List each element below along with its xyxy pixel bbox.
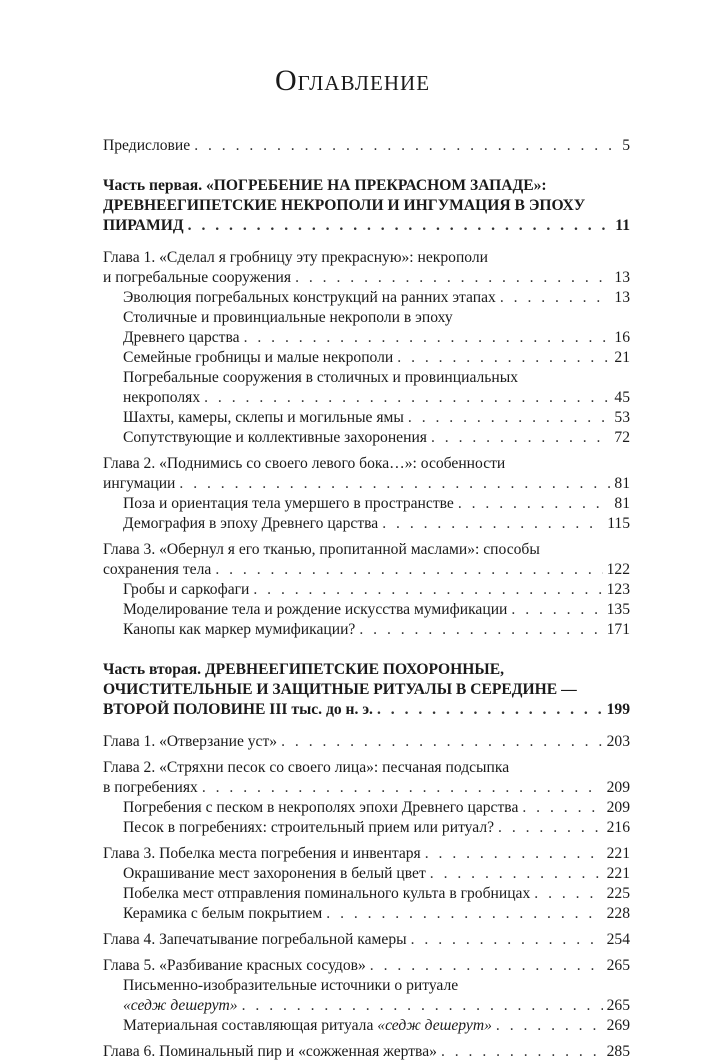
toc-chapter-entry[interactable] xyxy=(103,454,630,494)
dot-leader xyxy=(242,996,603,1016)
toc-entry-title: «седж дешерут» xyxy=(123,997,238,1014)
toc-section-entry[interactable] xyxy=(103,408,630,428)
toc-entry-line xyxy=(103,268,630,288)
toc-page-number: 221 xyxy=(606,845,630,862)
toc-entry-title: Глава 2. «Стряхни песок со своего лица»: песчаная подсыпка xyxy=(103,759,510,776)
toc-entry-line xyxy=(103,844,630,864)
toc-entry-line xyxy=(123,288,630,308)
toc-page-number: 209 xyxy=(606,779,630,796)
dot-leader xyxy=(202,778,603,798)
toc-page-number: 81 xyxy=(614,475,630,492)
toc-section-entry[interactable] xyxy=(103,428,630,448)
toc-page-number: 81 xyxy=(614,495,630,512)
toc-section-entry[interactable] xyxy=(103,600,630,620)
toc-entry-title: Глава 6. Поминальный пир и «сожженная жертва» xyxy=(103,1043,437,1060)
toc-entry-line xyxy=(103,778,630,798)
toc-entry-line xyxy=(103,136,630,156)
toc-entry-title: Побелка мест отправления поминального культа в гробницах xyxy=(123,885,531,902)
toc-section-entry[interactable] xyxy=(103,1016,630,1036)
toc-page-number: 72 xyxy=(614,429,630,446)
toc-entry-title: Глава 1. «Отверзание уст» xyxy=(103,733,278,750)
toc-section-entry[interactable] xyxy=(103,904,630,924)
toc-section-entry[interactable] xyxy=(103,620,630,640)
toc-section-entry[interactable] xyxy=(103,494,630,514)
toc-section-entry[interactable] xyxy=(103,308,630,348)
toc-section-entry[interactable] xyxy=(103,368,630,408)
toc-entry-title: ПИРАМИД xyxy=(103,217,184,234)
toc-entry-title: Эволюция погребальных конструкций на ранних этапах xyxy=(123,289,496,306)
toc-page-number: 11 xyxy=(615,217,630,234)
dot-leader xyxy=(458,494,611,514)
toc-entry-title: ВТОРОЙ ПОЛОВИНЕ III тыс. до н. э. xyxy=(103,701,373,718)
toc-page-number: 122 xyxy=(606,561,630,578)
dot-leader xyxy=(188,216,612,236)
dot-leader xyxy=(359,620,602,640)
toc-chapter-entry[interactable] xyxy=(103,930,630,950)
toc-entry-line xyxy=(103,560,630,580)
dot-leader xyxy=(534,884,602,904)
dot-leader xyxy=(425,844,603,864)
toc-entry-line xyxy=(123,818,630,838)
toc-entry-title: Часть первая. «ПОГРЕБЕНИЕ НА ПРЕКРАСНОМ ЗАПАДЕ»: xyxy=(103,177,547,194)
dot-leader xyxy=(326,904,602,924)
toc-page-number: 203 xyxy=(606,733,630,750)
dot-leader xyxy=(500,288,611,308)
toc-section-entry[interactable] xyxy=(103,884,630,904)
dot-leader xyxy=(377,700,603,720)
dot-leader xyxy=(431,428,610,448)
toc-page-number: 269 xyxy=(606,1017,630,1034)
toc-entry-title: Столичные и провинциальные некрополи в эпоху xyxy=(123,309,453,326)
dot-leader xyxy=(370,956,603,976)
dot-leader xyxy=(511,600,602,620)
toc-entry-title: Глава 5. «Разбивание красных сосудов» xyxy=(103,957,366,974)
toc-entry-line xyxy=(103,216,630,236)
toc-section-entry[interactable] xyxy=(103,348,630,368)
toc-entry-title: сохранения тела xyxy=(103,561,212,578)
toc-page-number: 13 xyxy=(614,269,630,286)
toc-entry-title: Часть вторая. ДРЕВНЕЕГИПЕТСКИЕ ПОХОРОННЫЕ, xyxy=(103,661,504,678)
toc-section-entry[interactable] xyxy=(103,818,630,838)
toc-entry-line xyxy=(103,930,630,950)
toc-page-number: 135 xyxy=(606,601,630,618)
toc-page-number: 228 xyxy=(606,905,630,922)
toc-section-entry[interactable] xyxy=(103,976,630,1016)
dot-leader xyxy=(215,560,602,580)
dot-leader xyxy=(382,514,603,534)
toc-entry-title: Глава 3. «Обернул я его тканью, пропитанной маслами»: способы xyxy=(103,541,540,558)
toc-entry-title: ингумации xyxy=(103,475,176,492)
toc-entry-title: некрополях xyxy=(123,389,201,406)
toc-chapter-entry[interactable] xyxy=(103,758,630,798)
dot-leader xyxy=(295,268,610,288)
toc-page-number: 123 xyxy=(606,581,630,598)
toc-entry-title: в погребениях xyxy=(103,779,198,796)
toc-page-number: 13 xyxy=(614,289,630,306)
toc-page-number: 21 xyxy=(614,349,630,366)
page-title: Оглавление xyxy=(274,64,431,97)
toc-page-number: 209 xyxy=(606,799,630,816)
dot-leader xyxy=(430,864,603,884)
toc-entry-title: Древнего царства xyxy=(123,329,240,346)
toc-chapter-entry[interactable] xyxy=(103,1042,630,1062)
dot-leader xyxy=(496,1016,603,1036)
toc-section-entry[interactable] xyxy=(103,136,630,156)
toc-entry-line xyxy=(123,798,630,818)
toc-entry-line xyxy=(123,428,630,448)
toc-entry-title: Семейные гробницы и малые некрополи xyxy=(123,349,394,366)
toc-chapter-entry[interactable] xyxy=(103,540,630,580)
toc-entry-title: Керамика с белым покрытием xyxy=(123,905,323,922)
toc-chapter-entry[interactable] xyxy=(103,248,630,288)
toc-part-entry[interactable] xyxy=(103,176,630,236)
toc-entry-line xyxy=(123,580,630,600)
dot-leader xyxy=(441,1042,603,1062)
toc-chapter-entry[interactable] xyxy=(103,844,630,864)
toc-entry-title: Погребальные сооружения в столичных и провинциальных xyxy=(123,369,519,386)
toc-entry-title: Предисловие xyxy=(103,137,191,154)
toc-entry-line xyxy=(123,864,630,884)
toc-page-number: 265 xyxy=(606,957,630,974)
toc-page-number: 5 xyxy=(622,137,630,154)
toc-entry-line xyxy=(123,996,630,1016)
toc-page-number: 285 xyxy=(606,1043,630,1060)
toc-entry-line xyxy=(123,388,630,408)
toc-page-number: 199 xyxy=(606,701,630,718)
toc-page-number: 45 xyxy=(614,389,630,406)
toc-entry-title: Моделирование тела и рождение искусства мумификации xyxy=(123,601,508,618)
toc-chapter-entry[interactable] xyxy=(103,732,630,752)
toc-page-number: 254 xyxy=(606,931,630,948)
toc-entry-line xyxy=(123,600,630,620)
toc-section-entry[interactable] xyxy=(103,288,630,308)
toc-section-entry[interactable] xyxy=(103,798,630,818)
toc-page-number: 216 xyxy=(606,819,630,836)
toc-entry-title: Погребения с песком в некрополях эпохи Древнего царства xyxy=(123,799,519,816)
table-of-contents xyxy=(103,136,630,1062)
dot-leader xyxy=(397,348,610,368)
toc-entry-line xyxy=(103,700,630,720)
toc-entry-title: Глава 1. «Сделал я гробницу эту прекрасную»: некрополи xyxy=(103,249,489,266)
toc-page-number: 171 xyxy=(606,621,630,638)
toc-page-number: 225 xyxy=(606,885,630,902)
toc-entry-line xyxy=(123,620,630,640)
toc-entry-title: Окрашивание мест захоронения в белый цвет xyxy=(123,865,426,882)
toc-entry-title: Гробы и саркофаги xyxy=(123,581,250,598)
toc-entry-title: Глава 3. Побелка места погребения и инвентаря xyxy=(103,845,421,862)
toc-entry-title: Шахты, камеры, склепы и могильные ямы xyxy=(123,409,404,426)
toc-entry-title: Глава 2. «Поднимись со своего левого бока…»: особенности xyxy=(103,455,506,472)
toc-page-number: 265 xyxy=(606,997,630,1014)
toc-entry-title: Демография в эпоху Древнего царства xyxy=(123,515,379,532)
toc-entry-line xyxy=(123,348,630,368)
dot-leader xyxy=(411,930,603,950)
dot-leader xyxy=(281,732,603,752)
toc-section-entry[interactable] xyxy=(103,580,630,600)
toc-page-number: 115 xyxy=(607,515,630,532)
toc-entry-line xyxy=(123,494,630,514)
toc-entry-title: Поза и ориентация тела умершего в пространстве xyxy=(123,495,454,512)
toc-entry-title: Письменно-изобразительные источники о ритуале xyxy=(123,977,459,994)
toc-page-number: 53 xyxy=(614,409,630,426)
toc-entry-title: Материальная составляющая ритуала «седж дешерут» xyxy=(123,1017,492,1034)
toc-entry-line xyxy=(103,474,630,494)
dot-leader xyxy=(522,798,602,818)
dot-leader xyxy=(204,388,610,408)
toc-chapter-entry[interactable] xyxy=(103,956,630,976)
toc-page-number: 16 xyxy=(614,329,630,346)
toc-section-entry[interactable] xyxy=(103,514,630,534)
toc-entry-title: Глава 4. Запечатывание погребальной камеры xyxy=(103,931,407,948)
toc-entry-line xyxy=(123,904,630,924)
toc-entry-title: ДРЕВНЕЕГИПЕТСКИЕ НЕКРОПОЛИ И ИНГУМАЦИЯ В ЭПОХУ xyxy=(103,197,586,214)
toc-entry-line xyxy=(103,1042,630,1062)
toc-entry-title: и погребальные сооружения xyxy=(103,269,292,286)
toc-entry-title: Сопутствующие и коллективные захоронения xyxy=(123,429,427,446)
toc-entry-line xyxy=(123,408,630,428)
toc-entry-line xyxy=(123,328,630,348)
dot-leader xyxy=(194,136,618,156)
toc-entry-line xyxy=(123,1016,630,1036)
toc-entry-line xyxy=(103,956,630,976)
dot-leader xyxy=(498,818,603,838)
toc-entry-line xyxy=(123,514,630,534)
toc-entry-line xyxy=(103,732,630,752)
dot-leader xyxy=(408,408,611,428)
toc-entry-title: Канопы как маркер мумификации? xyxy=(123,621,356,638)
dot-leader xyxy=(253,580,602,600)
dot-leader xyxy=(179,474,610,494)
toc-entry-title: Песок в погребениях: строительный прием или ритуал? xyxy=(123,819,495,836)
toc-entry-line xyxy=(123,884,630,904)
dot-leader xyxy=(244,328,611,348)
toc-page-number: 221 xyxy=(606,865,630,882)
toc-section-entry[interactable] xyxy=(103,864,630,884)
toc-entry-title: ОЧИСТИТЕЛЬНЫЕ И ЗАЩИТНЫЕ РИТУАЛЫ В СЕРЕДИНЕ — xyxy=(103,681,577,698)
toc-part-entry[interactable] xyxy=(103,660,630,720)
